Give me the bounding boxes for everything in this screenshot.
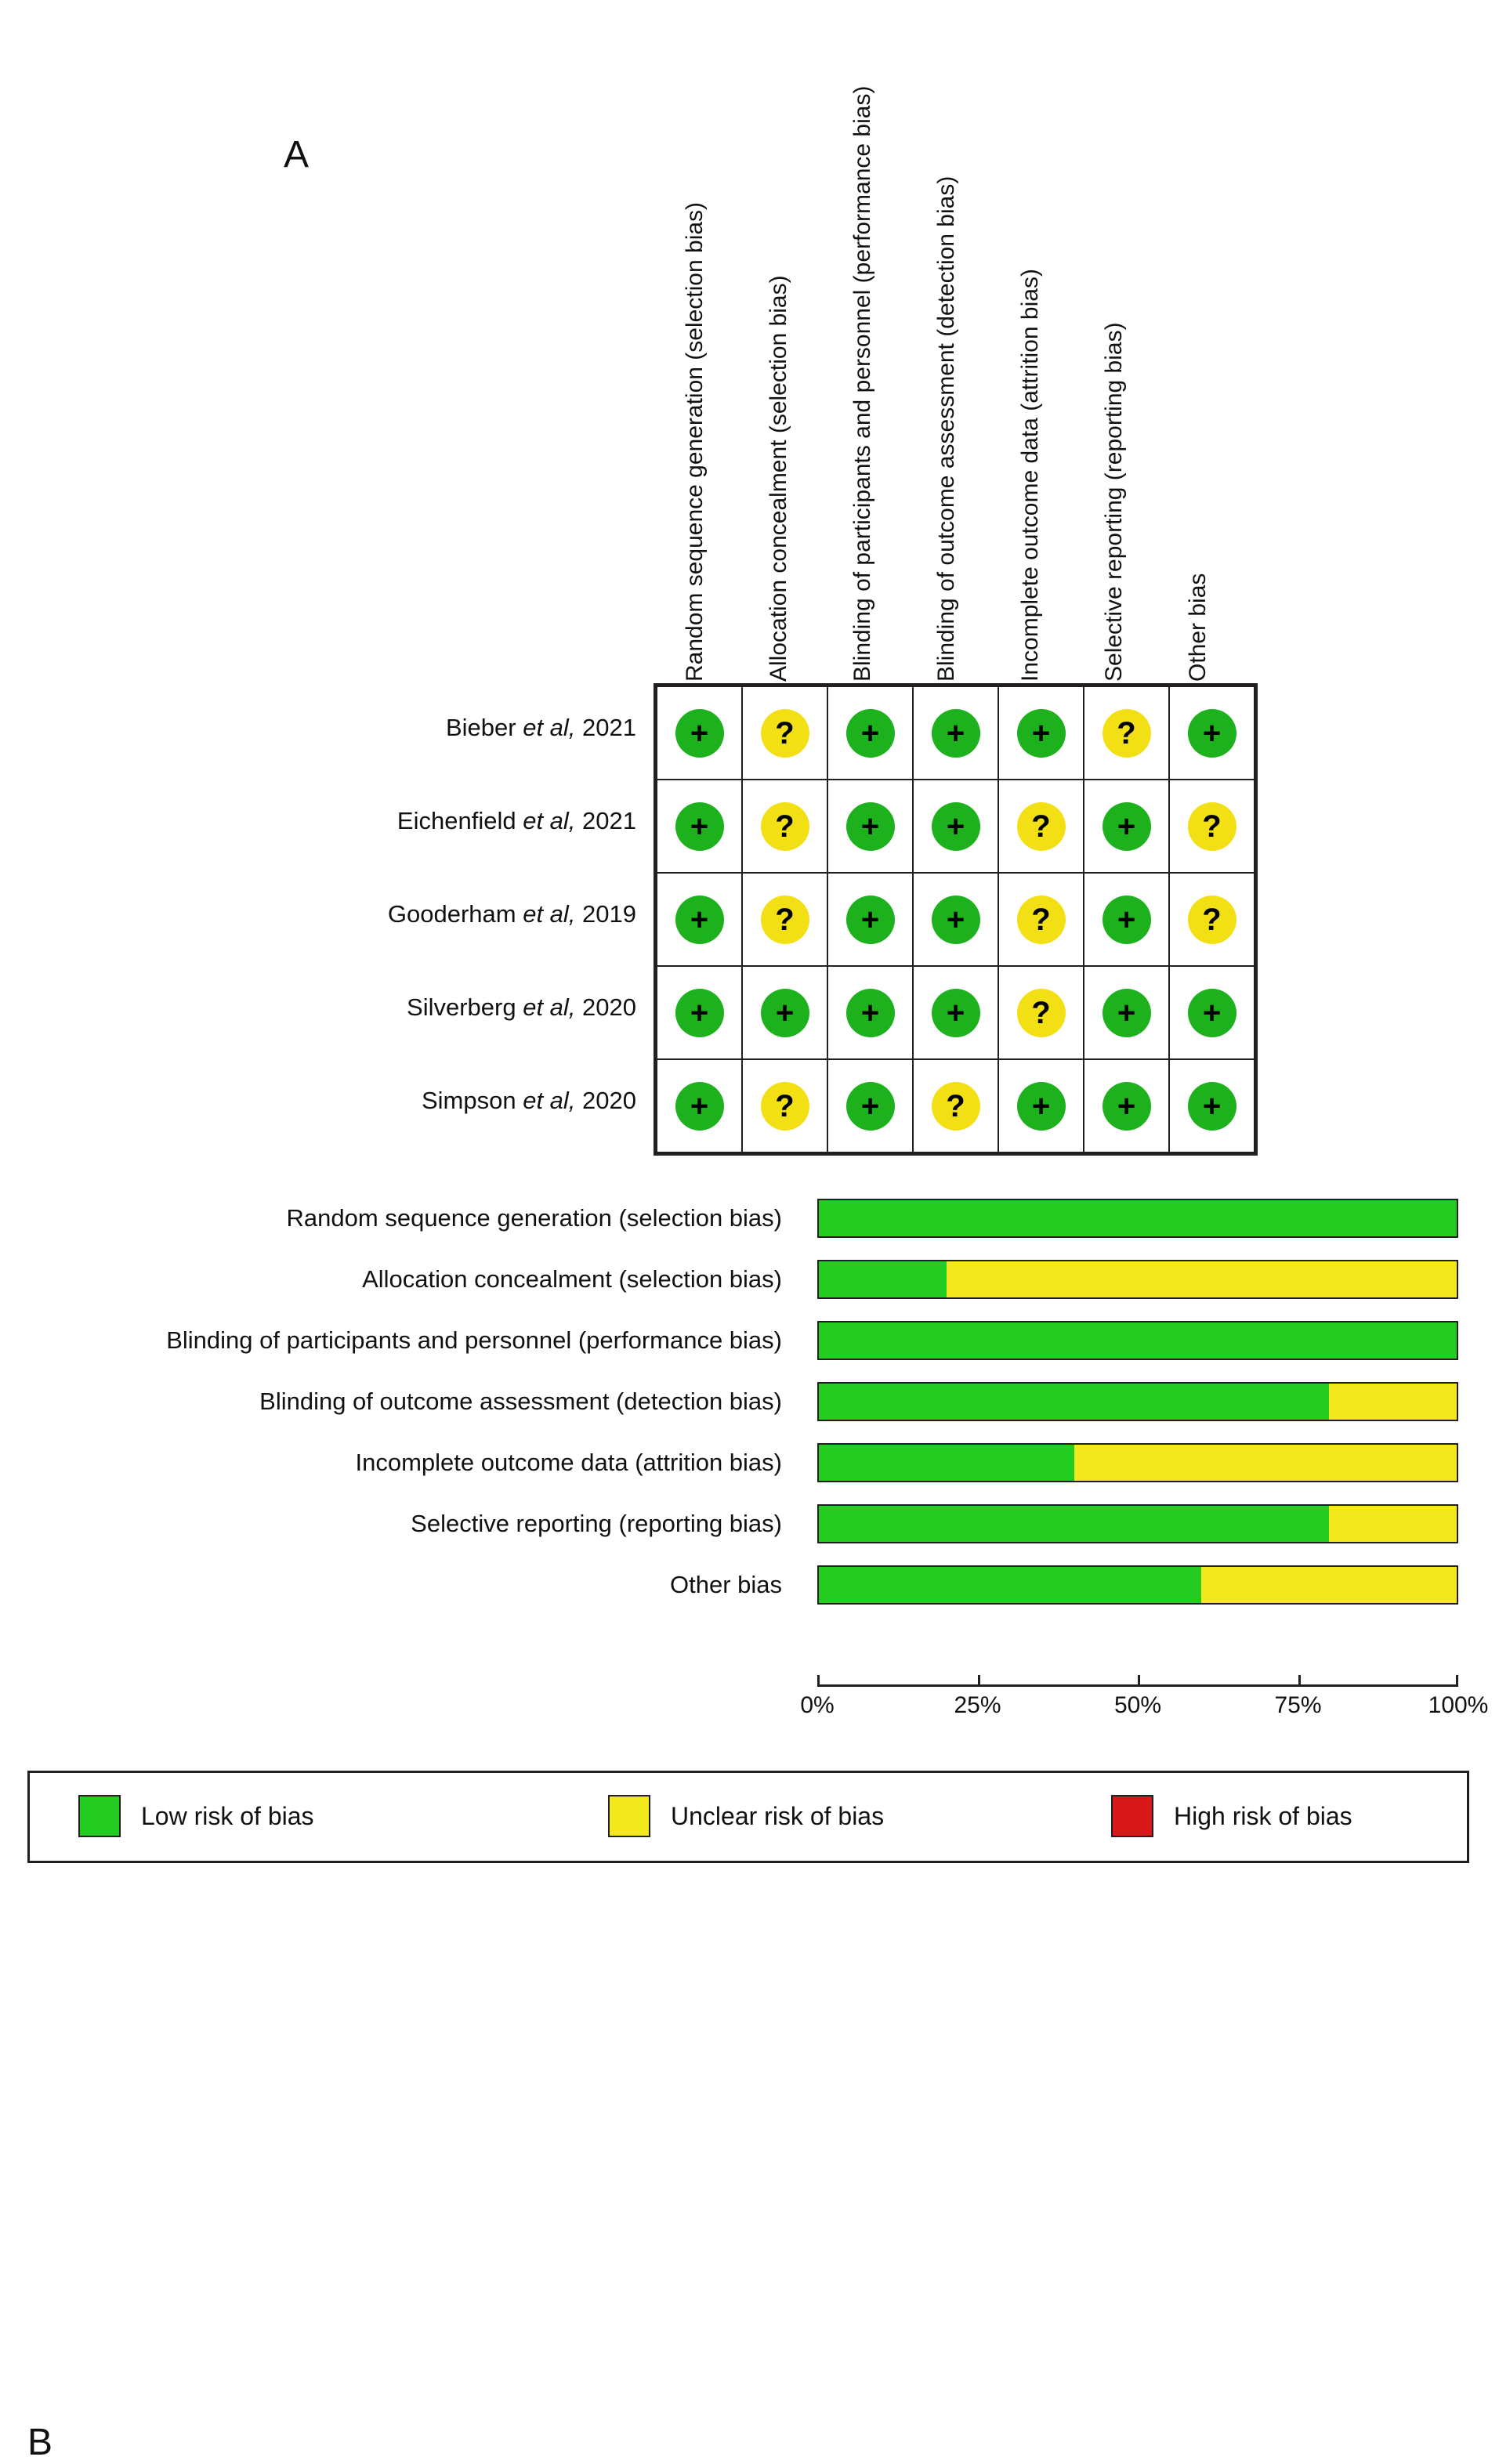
risk-cell-2-6 xyxy=(1084,780,1169,873)
risk-cell-3-7 xyxy=(1169,873,1255,966)
risk-cell-2-2 xyxy=(742,780,827,873)
risk-cell-3-2 xyxy=(742,873,827,966)
risk-cell-5-2 xyxy=(742,1059,827,1152)
risk-cell-2-7 xyxy=(1169,780,1255,873)
risk-grid-row xyxy=(657,1059,1255,1152)
risk-grid-body xyxy=(657,686,1255,1152)
risk-grid-row xyxy=(657,780,1255,873)
judgement-unclear-icon: ? xyxy=(1188,896,1236,944)
x-axis-tick-5 xyxy=(1456,1675,1458,1687)
bar-segment-low xyxy=(819,1567,1201,1603)
bar-segment-low xyxy=(819,1506,1329,1542)
x-axis-tick-label-1: 0% xyxy=(800,1692,835,1718)
judgement-low-icon: + xyxy=(1017,1082,1066,1131)
judgement-low-icon: + xyxy=(1017,709,1066,758)
risk-cell-1-3 xyxy=(827,686,913,780)
risk-cell-2-5 xyxy=(998,780,1084,873)
bar-label-4: Blinding of outcome assessment (detection bias) xyxy=(259,1388,782,1415)
bar-track-4 xyxy=(817,1382,1458,1421)
bar-segment-low xyxy=(819,1200,1457,1236)
risk-cell-4-2 xyxy=(742,966,827,1059)
bar-row-3 xyxy=(0,1319,1473,1362)
risk-cell-3-6 xyxy=(1084,873,1169,966)
risk-grid-row xyxy=(657,873,1255,966)
x-axis-tick-label-3: 50% xyxy=(1113,1692,1162,1718)
risk-cell-4-3 xyxy=(827,966,913,1059)
risk-cell-5-7 xyxy=(1169,1059,1255,1152)
risk-cell-3-4 xyxy=(913,873,998,966)
judgement-unclear-icon: ? xyxy=(1103,709,1151,758)
judgement-unclear-icon: ? xyxy=(1017,989,1066,1037)
bar-row-1 xyxy=(0,1197,1473,1239)
judgement-low-icon: + xyxy=(846,989,895,1037)
risk-cell-5-5 xyxy=(998,1059,1084,1152)
chart-legend xyxy=(27,1771,1469,1863)
x-axis-tick-3 xyxy=(1138,1675,1140,1687)
bar-label-6: Selective reporting (reporting bias) xyxy=(411,1510,782,1537)
bar-track-6 xyxy=(817,1504,1458,1543)
risk-cell-3-3 xyxy=(827,873,913,966)
x-axis-tick-4 xyxy=(1298,1675,1301,1687)
judgement-low-icon: + xyxy=(846,896,895,944)
judgement-low-icon: + xyxy=(675,709,724,758)
legend-item-unclear xyxy=(608,1795,884,1837)
bar-row-6 xyxy=(0,1503,1473,1545)
risk-cell-1-7 xyxy=(1169,686,1255,780)
judgement-low-icon: + xyxy=(1188,709,1236,758)
bar-track-7 xyxy=(817,1565,1458,1605)
judgement-low-icon: + xyxy=(1103,1082,1151,1131)
x-axis-tick-label-2: 25% xyxy=(954,1692,1001,1718)
bar-label-5: Incomplete outcome data (attrition bias) xyxy=(355,1449,782,1476)
bar-label-2: Allocation concealment (selection bias) xyxy=(362,1265,782,1293)
risk-grid-row xyxy=(657,966,1255,1059)
legend-label-high: High risk of bias xyxy=(1174,1801,1352,1830)
judgement-unclear-icon: ? xyxy=(761,896,809,944)
risk-cell-4-1 xyxy=(657,966,742,1059)
legend-swatch-low xyxy=(78,1795,121,1837)
risk-cell-1-4 xyxy=(913,686,998,780)
judgement-low-icon: + xyxy=(675,896,724,944)
risk-cell-4-4 xyxy=(913,966,998,1059)
risk-cell-2-4 xyxy=(913,780,998,873)
risk-cell-1-1 xyxy=(657,686,742,780)
bar-segment-low xyxy=(819,1322,1457,1359)
legend-item-high xyxy=(1111,1795,1352,1837)
column-header-7: Other bias xyxy=(1185,573,1211,682)
risk-cell-4-5 xyxy=(998,966,1084,1059)
judgement-low-icon: + xyxy=(846,709,895,758)
judgement-unclear-icon: ? xyxy=(932,1082,980,1131)
judgement-low-icon: + xyxy=(846,1082,895,1131)
legend-swatch-high xyxy=(1111,1795,1153,1837)
bar-segment-unclear xyxy=(1201,1567,1457,1603)
judgement-low-icon: + xyxy=(761,989,809,1037)
risk-grid-column-headers xyxy=(654,0,1249,682)
judgement-unclear-icon: ? xyxy=(1017,802,1066,851)
study-label-4: Silverberg et al, 2020 xyxy=(407,993,636,1021)
bar-segment-unclear xyxy=(1329,1506,1457,1542)
column-header-6: Selective reporting (reporting bias) xyxy=(1101,322,1127,682)
bar-label-7: Other bias xyxy=(669,1571,782,1598)
bar-row-5 xyxy=(0,1442,1473,1484)
study-label-2: Eichenfield et al, 2021 xyxy=(396,807,636,834)
judgement-low-icon: + xyxy=(932,989,980,1037)
judgement-low-icon: + xyxy=(932,896,980,944)
judgement-low-icon: + xyxy=(675,802,724,851)
judgement-low-icon: + xyxy=(932,802,980,851)
x-axis-tick-label-4: 75% xyxy=(1274,1692,1322,1718)
x-axis-tick-1 xyxy=(817,1675,820,1687)
bar-row-7 xyxy=(0,1564,1473,1606)
risk-cell-3-5 xyxy=(998,873,1084,966)
study-label-1: Bieber et al, 2021 xyxy=(445,714,636,741)
judgement-low-icon: + xyxy=(846,802,895,851)
x-axis-tick-label-5: 100% xyxy=(1428,1692,1489,1718)
risk-cell-3-1 xyxy=(657,873,742,966)
legend-label-unclear: Unclear risk of bias xyxy=(671,1801,885,1830)
legend-swatch-unclear xyxy=(608,1795,650,1837)
bar-label-1: Random sequence generation (selection bias) xyxy=(286,1204,782,1232)
study-label-5: Simpson et al, 2020 xyxy=(421,1087,636,1114)
judgement-low-icon: + xyxy=(1188,989,1236,1037)
legend-item-low xyxy=(78,1795,314,1837)
x-axis-tick-2 xyxy=(978,1675,980,1687)
judgement-unclear-icon: ? xyxy=(761,802,809,851)
bar-row-2 xyxy=(0,1258,1473,1301)
bar-segment-low xyxy=(819,1445,1074,1481)
judgement-unclear-icon: ? xyxy=(1017,896,1066,944)
bar-track-1 xyxy=(817,1199,1458,1238)
bar-segment-low xyxy=(819,1261,947,1297)
risk-cell-2-3 xyxy=(827,780,913,873)
risk-cell-1-6 xyxy=(1084,686,1169,780)
risk-cell-4-7 xyxy=(1169,966,1255,1059)
risk-cell-5-6 xyxy=(1084,1059,1169,1152)
bar-track-2 xyxy=(817,1260,1458,1299)
bar-row-4 xyxy=(0,1380,1473,1423)
bar-segment-unclear xyxy=(1329,1384,1457,1420)
judgement-low-icon: + xyxy=(1103,896,1151,944)
judgement-low-icon: + xyxy=(675,1082,724,1131)
column-header-1: Random sequence generation (selection bias) xyxy=(682,201,708,682)
judgement-unclear-icon: ? xyxy=(761,1082,809,1131)
panel-b-risk-of-bias-graph xyxy=(0,1191,1499,2463)
judgement-low-icon: + xyxy=(1103,802,1151,851)
risk-grid-row xyxy=(657,686,1255,780)
panel-b-label: B xyxy=(27,2422,53,2463)
judgement-low-icon: + xyxy=(1188,1082,1236,1131)
bar-segment-low xyxy=(819,1384,1329,1420)
bar-segment-unclear xyxy=(1074,1445,1457,1481)
risk-grid-table xyxy=(656,686,1255,1153)
judgement-low-icon: + xyxy=(675,989,724,1037)
column-header-5: Incomplete outcome data (attrition bias) xyxy=(1017,269,1043,682)
panel-a-risk-of-bias-summary xyxy=(0,0,1499,1191)
risk-cell-4-6 xyxy=(1084,966,1169,1059)
risk-cell-5-3 xyxy=(827,1059,913,1152)
column-header-4: Blinding of outcome assessment (detection bias) xyxy=(933,175,959,682)
judgement-low-icon: + xyxy=(932,709,980,758)
column-header-2: Allocation concealment (selection bias) xyxy=(766,275,791,682)
risk-cell-1-2 xyxy=(742,686,827,780)
risk-cell-1-5 xyxy=(998,686,1084,780)
risk-cell-5-4 xyxy=(913,1059,998,1152)
x-axis xyxy=(800,1684,1489,1739)
risk-cell-2-1 xyxy=(657,780,742,873)
risk-of-bias-summary-grid xyxy=(654,683,1258,1156)
judgement-unclear-icon: ? xyxy=(761,709,809,758)
bar-track-3 xyxy=(817,1321,1458,1360)
bar-label-3: Blinding of participants and personnel (performance bias) xyxy=(166,1326,782,1354)
study-label-3: Gooderham et al, 2019 xyxy=(387,900,636,928)
judgement-unclear-icon: ? xyxy=(1188,802,1236,851)
panel-a-label: A xyxy=(284,134,310,175)
bar-track-5 xyxy=(817,1443,1458,1482)
risk-cell-5-1 xyxy=(657,1059,742,1152)
bar-segment-unclear xyxy=(947,1261,1457,1297)
column-header-3: Blinding of participants and personnel (performance bias) xyxy=(849,85,875,682)
legend-label-low: Low risk of bias xyxy=(141,1801,314,1830)
judgement-low-icon: + xyxy=(1103,989,1151,1037)
